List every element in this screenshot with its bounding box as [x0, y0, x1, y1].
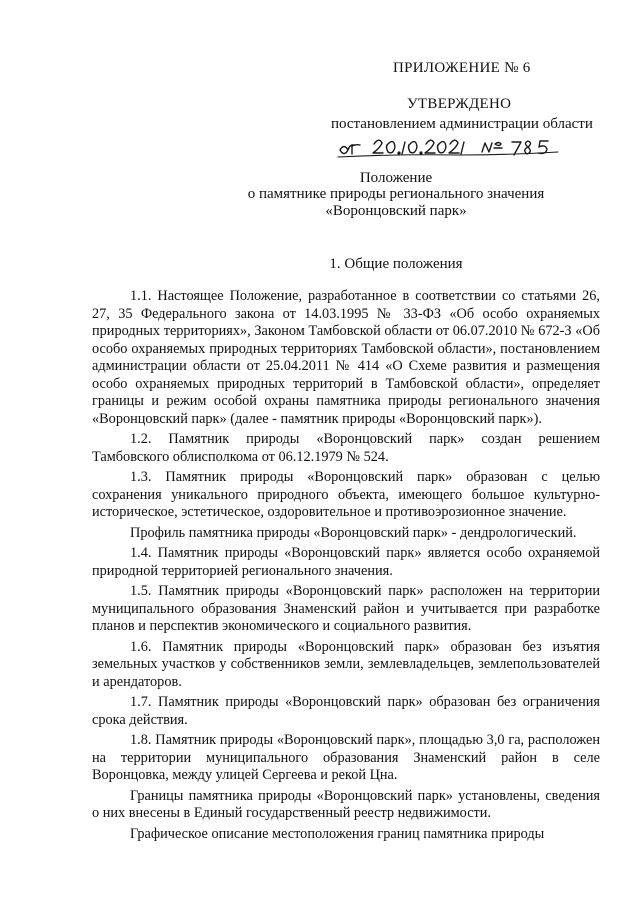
paragraph-1-5: 1.5. Памятник природы «Воронцовский парк» расположен на территории муниципального образования Знаменский район и учитывается при разработке планов и перспектив экономического и социального развития.	[92, 583, 600, 634]
annex-number: ПРИЛОЖЕНИЕ № 6	[393, 60, 531, 76]
document-subtitle-name: «Воронцовский парк»	[325, 203, 467, 219]
paragraph-profile: Профиль памятника природы «Воронцовский парк» - дендрологический.	[130, 524, 577, 541]
paragraph-1-8: 1.8. Памятник природы «Воронцовский парк», площадью 3,0 га, расположен на территории муниципального образования Знаменский район в селе Воронцовка, между улицей Сергеева и рекой Цна.	[92, 732, 600, 783]
paragraph-1-1: 1.1. Настоящее Положение, разработанное в соответствии со статьями 26, 27, 35 Федерального закона от 14.03.1995 № 33-ФЗ «Об особо охраняемых природных территориях», Законом Тамбовской области от 06.07.2010 № 672-З «Об особо охраняемых природных территориях Тамбовской области», постановлением администрации области от 25.04.2011 № 414 «О Схеме развития и размещения особо охраняемых природных территорий в Тамбовской области», определяет границы и режим особой охраны памятника природы регионального значения «Воронцовский парк» (далее - памятник природы «Воронцовский парк»).	[92, 288, 600, 427]
document-title: Положение	[359, 170, 433, 186]
paragraph-1-3: 1.3. Памятник природы «Воронцовский парк» образован с целью сохранения уникального природного объекта, имеющего большое культурно-историческое, эстетическое, оздоровительное и противоэрозионное значение.	[92, 469, 600, 520]
paragraph-boundaries: Границы памятника природы «Воронцовский парк» установлены, сведения о них внесены в Единый государственный реестр недвижимости.	[92, 787, 600, 821]
document-subtitle: о памятнике природы регионального значения	[247, 186, 545, 202]
paragraph-1-4: 1.4. Памятник природы «Воронцовский парк» является особо охраняемой природной территорией регионального значения.	[92, 545, 600, 579]
paragraph-graphic-description: Графическое описание местоположения границ памятника природы	[130, 825, 545, 842]
approval-stamp-label: УТВЕРЖДЕНО	[407, 96, 512, 112]
document-body	[92, 288, 600, 846]
paragraph-1-2: 1.2. Памятник природы «Воронцовский парк» создан решением Тамбовского облисполкома от 06.12.1979 № 524.	[92, 431, 600, 465]
handwritten-date-signature	[336, 130, 568, 166]
paragraph-1-7: 1.7. Памятник природы «Воронцовский парк» образован без ограничения срока действия.	[92, 694, 600, 728]
approval-decree-line: постановлением администрации области	[331, 116, 593, 132]
section-heading: 1. Общие положения	[329, 256, 463, 272]
paragraph-1-6: 1.6. Памятник природы «Воронцовский парк» образован без изъятия земельных участков у собственников земли, землевладельцев, землепользователей и арендаторов.	[92, 638, 600, 690]
